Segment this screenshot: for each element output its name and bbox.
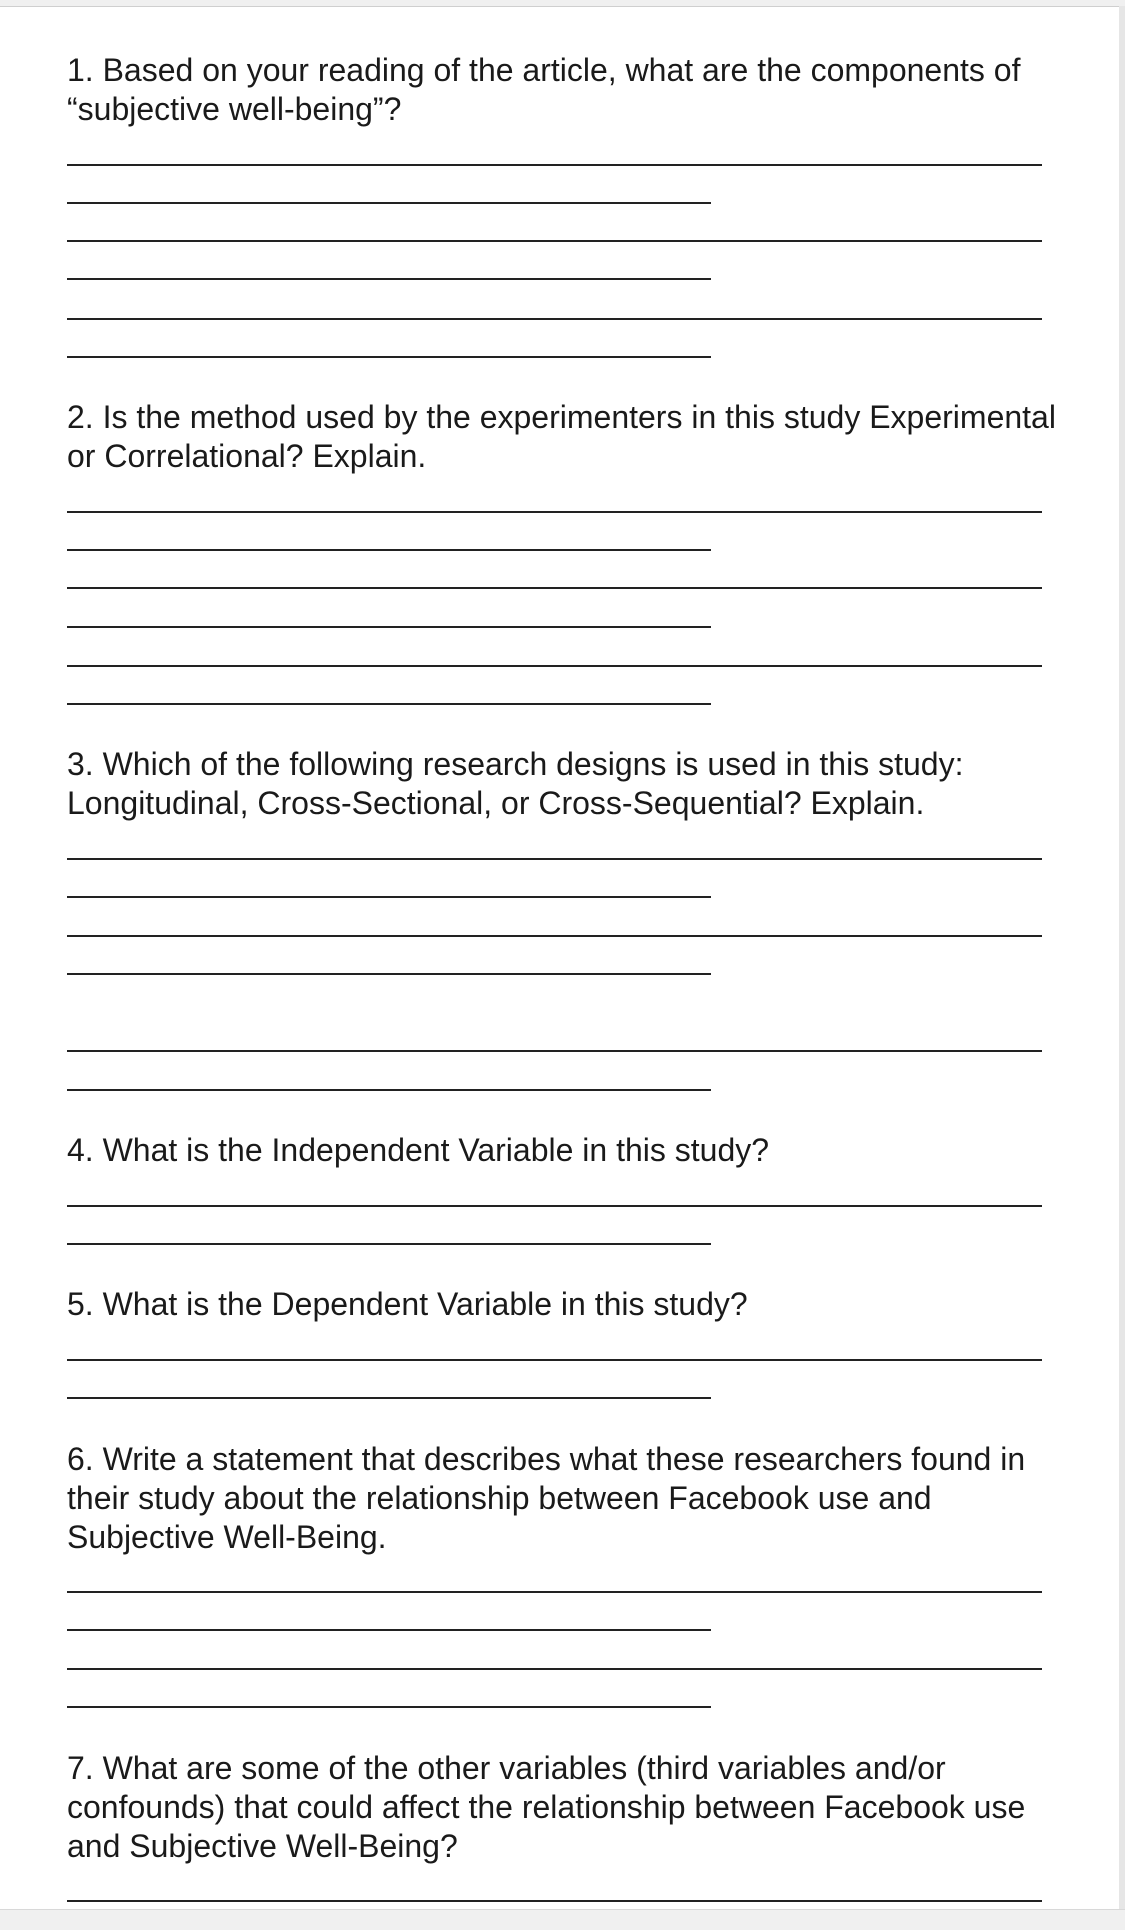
answer-line[interactable] <box>67 1900 1042 1902</box>
answer-line[interactable] <box>67 665 1042 667</box>
bottom-bar <box>0 1909 1125 1930</box>
scrollbar[interactable] <box>1119 6 1125 1910</box>
answer-line[interactable] <box>67 1359 1042 1361</box>
answer-line[interactable] <box>67 1397 711 1399</box>
answer-line[interactable] <box>67 896 711 898</box>
answer-line[interactable] <box>67 1668 1042 1670</box>
answer-line[interactable] <box>67 549 711 551</box>
answer-line[interactable] <box>67 935 1042 937</box>
question-2: 2. Is the method used by the experimenters in this study Experimental or Correlational? Explain. <box>67 399 1056 474</box>
answer-line[interactable] <box>67 356 711 358</box>
answer-line[interactable] <box>67 278 711 280</box>
answer-line[interactable] <box>67 703 711 705</box>
answer-line[interactable] <box>67 202 711 204</box>
answer-line[interactable] <box>67 1243 711 1245</box>
answer-line[interactable] <box>67 1050 1042 1052</box>
question-7: 7. What are some of the other variables (third variables and/or confounds) that could affect the relationship between Facebook use and Subjective Well-Being? <box>67 1750 1026 1864</box>
answer-line[interactable] <box>67 858 1042 860</box>
answer-line[interactable] <box>67 164 1042 166</box>
answer-line[interactable] <box>67 587 1042 589</box>
worksheet-page <box>0 6 1125 1911</box>
answer-line[interactable] <box>67 318 1042 320</box>
answer-line[interactable] <box>67 626 711 628</box>
question-4: 4. What is the Independent Variable in this study? <box>67 1132 770 1168</box>
answer-line[interactable] <box>67 240 1042 242</box>
answer-line[interactable] <box>67 1205 1042 1207</box>
answer-line[interactable] <box>67 1089 711 1091</box>
answer-line[interactable] <box>67 1629 711 1631</box>
question-5: 5. What is the Dependent Variable in this study? <box>67 1286 748 1322</box>
answer-line[interactable] <box>67 1706 711 1708</box>
question-1: 1. Based on your reading of the article, what are the components of “subjective well-being”? <box>67 52 1021 127</box>
answer-line[interactable] <box>67 973 711 975</box>
question-3: 3. Which of the following research designs is used in this study: Longitudinal, Cross-Sectional, or Cross-Sequential? Explain. <box>67 746 964 821</box>
question-6: 6. Write a statement that describes what these researchers found in their study about the relationship between Facebook use and Subjective Well-Being. <box>67 1441 1026 1555</box>
answer-line[interactable] <box>67 1591 1042 1593</box>
answer-line[interactable] <box>67 511 1042 513</box>
